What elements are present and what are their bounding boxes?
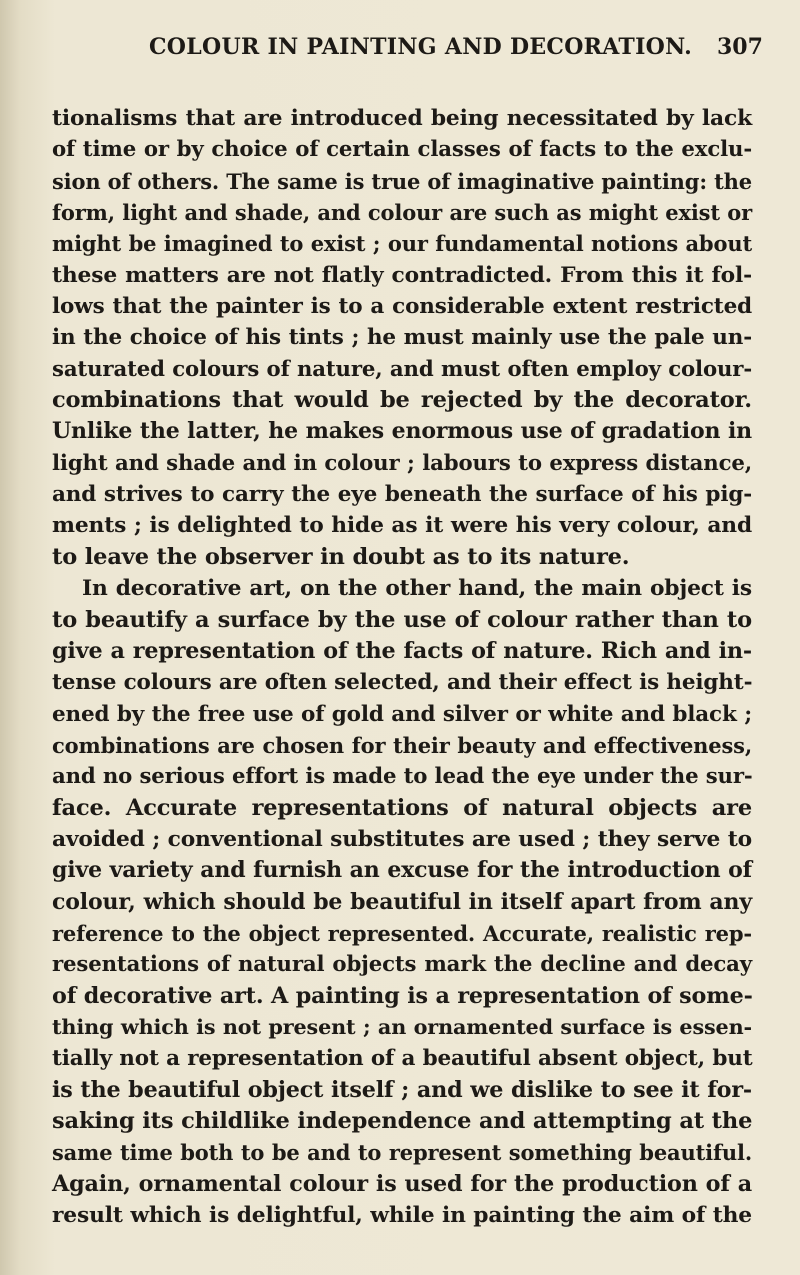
page-number: 307	[717, 34, 763, 60]
text-line: ened by the free use of gold and silver or white and black ;	[52, 701, 752, 727]
text-line: combinations that would be rejected by the decorator.	[52, 387, 752, 414]
text-line: tense colours are often selected, and their effect is height-	[52, 670, 753, 696]
text-line: combinations are chosen for their beauty and effectiveness,	[52, 732, 752, 758]
text-line: saturated colours of nature, and must often employ colour-	[52, 356, 752, 382]
text-line: saking its childlike independence and attempting at the	[52, 1108, 753, 1134]
running-title: COLOUR IN PAINTING AND DECORATION.	[149, 34, 693, 60]
text-line: tially not a representation of a beautiful absent object, but	[52, 1046, 753, 1072]
text-line: ments ; is delighted to hide as it were his very colour, and	[52, 513, 752, 539]
text-line: and no serious effort is made to lead the eye under the sur-	[52, 764, 753, 790]
text-line: of time or by choice of certain classes of facts to the exclu-	[52, 137, 752, 163]
text-line: light and shade and in colour ; labours to express distance,	[52, 450, 752, 476]
text-line: face. Accurate representations of natural objects are	[52, 794, 752, 821]
text-line: might be imagined to exist ; our fundamental notions about	[52, 231, 752, 257]
text-line: give variety and furnish an excuse for the introduction of	[52, 857, 752, 884]
text-line: give a representation of the facts of nature. Rich and in-	[52, 637, 752, 664]
text-line: lows that the painter is to a considerable extent restricted	[52, 294, 752, 320]
text-line: to beautify a surface by the use of colour rather than to	[52, 606, 752, 633]
text-line: Again, ornamental colour is used for the production of a	[52, 1170, 752, 1197]
text-line: these matters are not flatly contradicted. From this it fol-	[52, 262, 752, 288]
text-line: In decorative art, on the other hand, the main object is	[82, 576, 752, 602]
text-line: reference to the object represented. Accurate, realistic rep-	[52, 920, 752, 946]
text-line: is the beautiful object itself ; and we dislike to see it for-	[52, 1076, 752, 1103]
text-line: to leave the observer in doubt as to its nature.	[52, 543, 630, 570]
text-line: thing which is not present ; an ornamented surface is essen-	[52, 1014, 752, 1039]
text-line: same time both to be and to represent something beautiful.	[52, 1140, 752, 1166]
body-text	[52, 103, 752, 1231]
text-line: Unlike the latter, he makes enormous use of gradation in	[52, 418, 752, 445]
running-header	[0, 34, 800, 74]
text-line: form, light and shade, and colour are such as might exist or	[52, 200, 752, 226]
text-line: sion of others. The same is true of imaginative painting: the	[52, 168, 752, 194]
text-line: tionalisms that are introduced being necessitated by lack	[52, 106, 752, 131]
text-line: resentations of natural objects mark the decline and decay	[52, 952, 752, 978]
text-line: of decorative art. A painting is a representation of some-	[52, 982, 753, 1009]
text-line: result which is delightful, while in painting the aim of the	[52, 1203, 752, 1229]
text-line: avoided ; conventional substitutes are used ; they serve to	[52, 826, 752, 852]
text-line: colour, which should be beautiful in itself apart from any	[52, 888, 752, 915]
text-line: and strives to carry the eye beneath the surface of his pig-	[52, 482, 752, 508]
text-line: in the choice of his tints ; he must mainly use the pale un-	[52, 325, 752, 351]
